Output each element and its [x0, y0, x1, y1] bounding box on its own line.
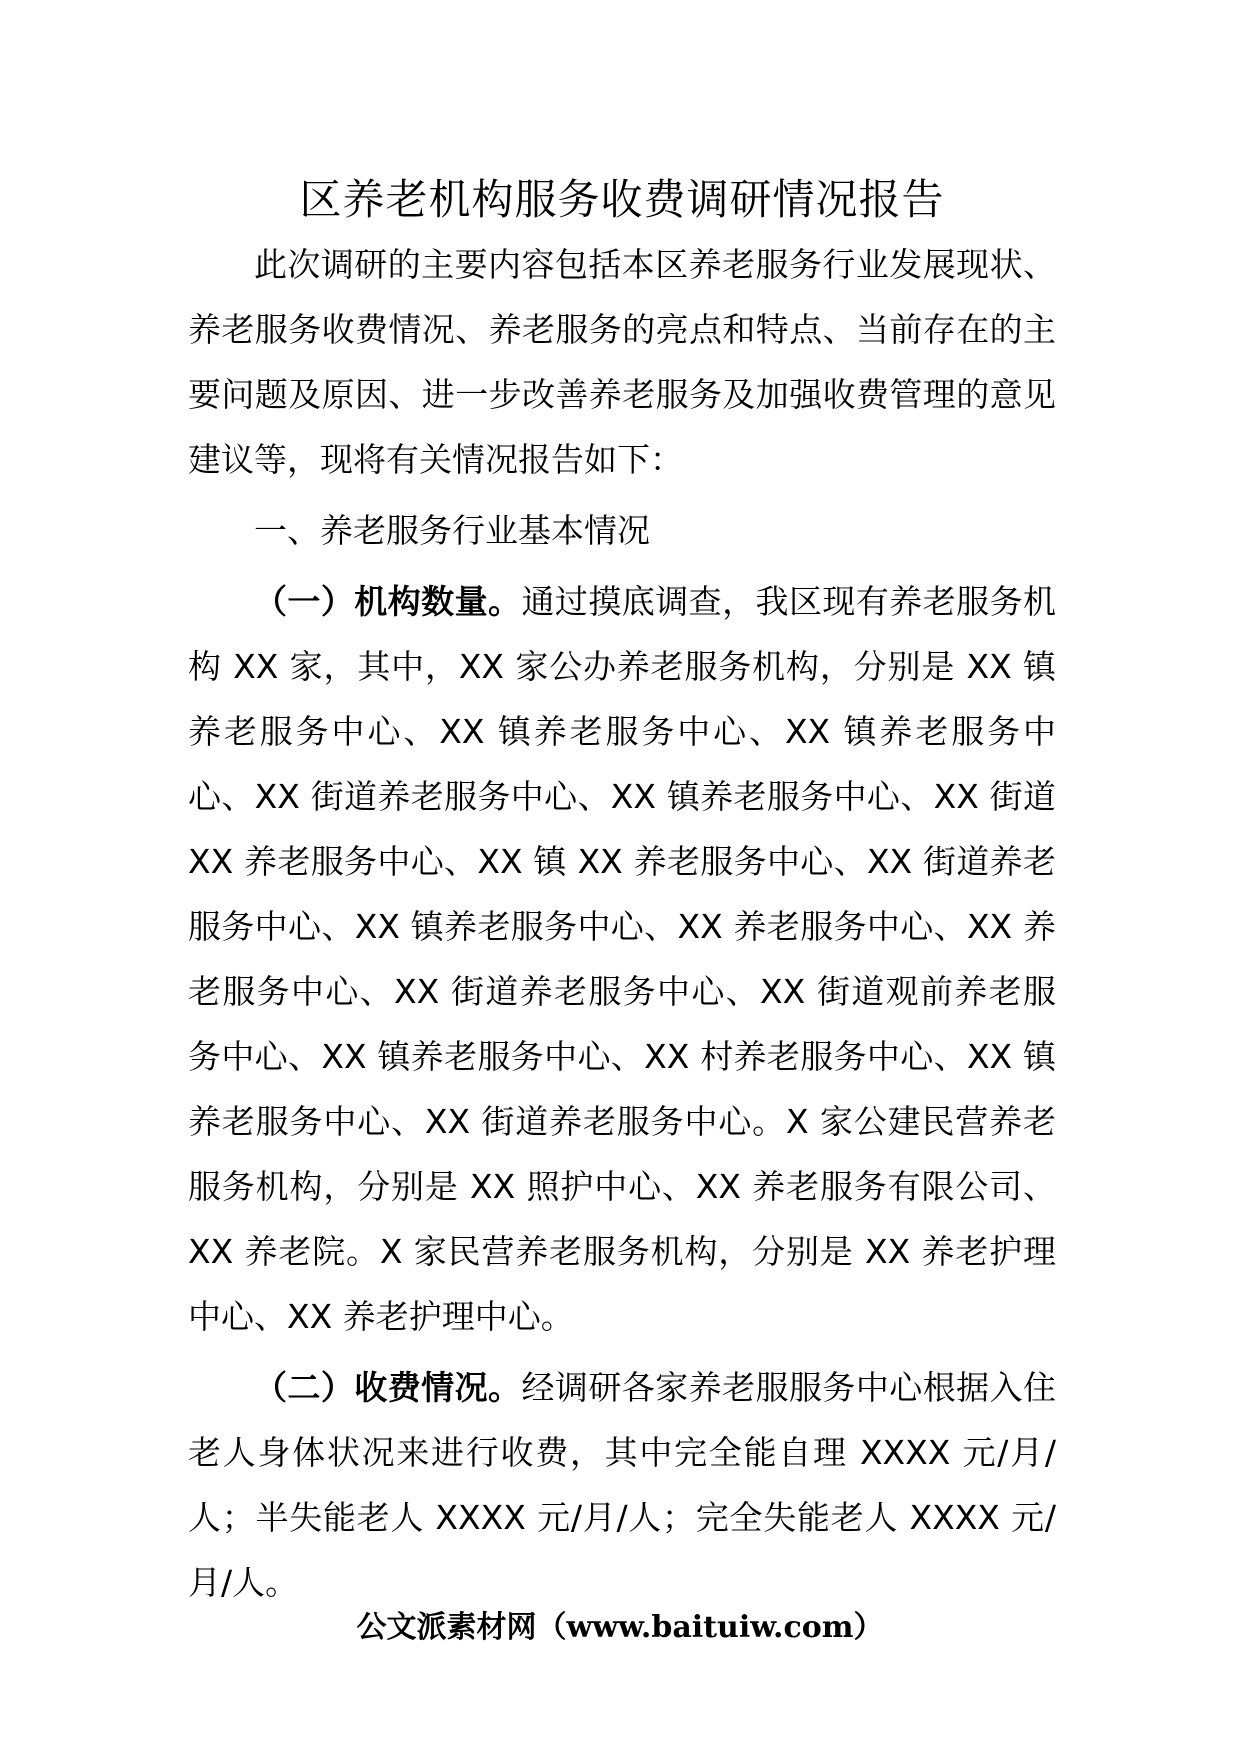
paragraph-body-institution-count: 通过摸底调查，我区现有养老服务机构 XX 家，其中，XX 家公办养老服务机构，分别是 XX 镇养老服务中心、XX 镇养老服务中心、XX 镇养老服务中心、XX 街道养老服务中心、XX 镇养老服务中心、XX 街道 XX 养老服务中心、XX 镇 XX 养老服务中心、XX 街道养老服务中心、XX 镇养老服务中心、XX 养老服务中心、XX 养老服务中心、XX 街道养老服务中心、XX 街道观前养老服务中心、XX 镇养老服务中心、XX 村养老服务中心、XX 镇养老服务中心、XX 街道养老服务中心。X 家公建民营养老服务机构，分别是 XX 照护中心、XX 养老服务有限公司、XX 养老院。X 家民营养老服务机构，分别是 XX 养老护理中心、XX 养老护理中心。	[188, 582, 1057, 1336]
paragraph-lead-fee-situation: （二）收费情况。	[254, 1368, 522, 1407]
footer-watermark: 公文派素材网（www.baituiw.com）	[356, 1610, 884, 1645]
document-page	[188, 168, 1056, 1615]
paragraph-institution-count	[188, 569, 1056, 1349]
section-heading-basic-situation: 一、养老服务行业基本情况	[254, 511, 650, 550]
paragraph-lead-institution-count: （一）机构数量。	[254, 582, 522, 621]
document-title: 区养老机构服务收费调研情况报告	[299, 175, 945, 224]
paragraph-body-fee-situation: 经调研各家养老服服务中心根据入住老人身体状况来进行收费，其中完全能自理 XXXX 元/月/人；半失能老人 XXXX 元/月/人；完全失能老人 XXXX 元/月/人。	[188, 1368, 1057, 1602]
intro-paragraph: 此次调研的主要内容包括本区养老服务行业发展现状、养老服务收费情况、养老服务的亮点和特点、当前存在的主要问题及原因、进一步改善养老服务及加强收费管理的意见建议等，现将有关情况报告如下：	[188, 245, 1056, 479]
paragraph-fee-situation	[188, 1355, 1056, 1615]
